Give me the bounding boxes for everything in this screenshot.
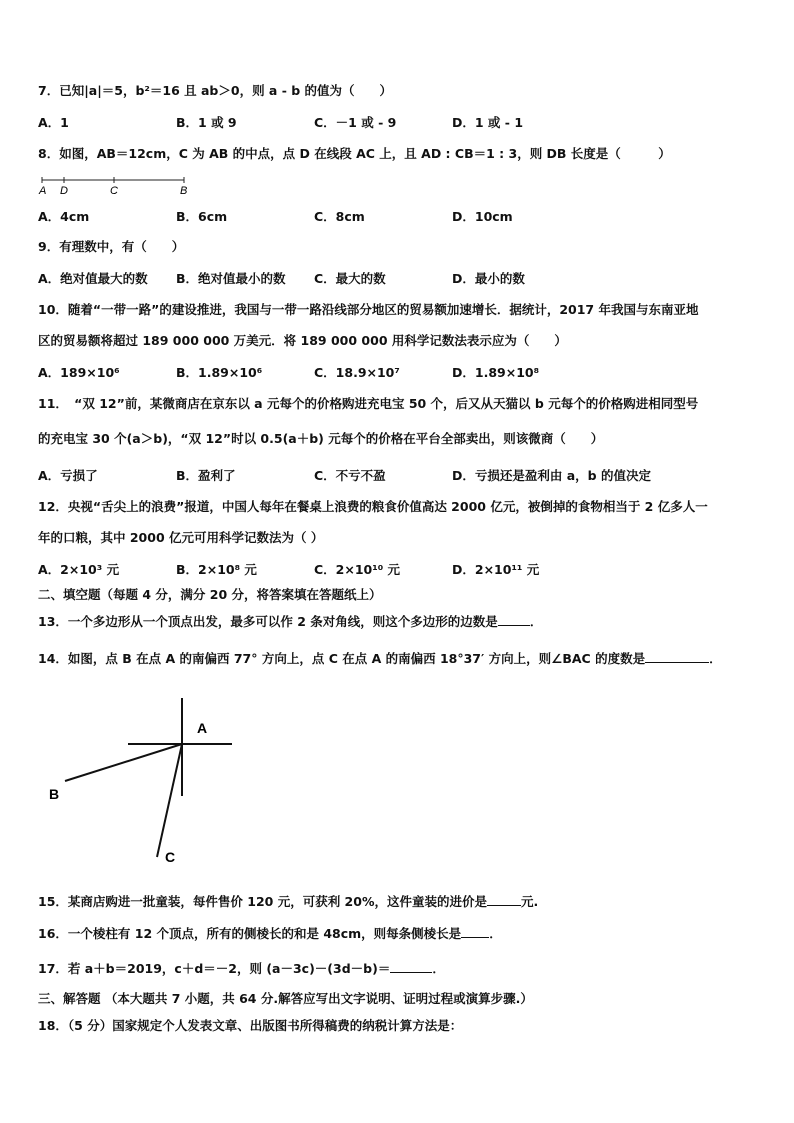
answer-blank — [487, 893, 521, 906]
q9-option-b: B．绝对值最小的数 — [176, 271, 286, 286]
question-15-text: 15．某商店购进一批童装，每件售价 120 元，可获利 20%，这件童装的进价是 — [38, 894, 487, 909]
question-13 — [38, 613, 542, 631]
q10-option-a: A．189×10⁶ — [38, 365, 120, 380]
question-16-text: 16．一个棱柱有 12 个顶点，所有的侧棱长的和是 48cm，则每条侧棱长是 — [38, 926, 462, 941]
q11-option-a: A．亏损了 — [38, 468, 98, 483]
label-c: C — [110, 185, 118, 197]
label-point-c: C — [165, 849, 176, 865]
q7-option-c: C．－1 或 - 9 — [314, 115, 397, 130]
q10-option-d: D．1.89×10⁸ — [452, 365, 540, 380]
answer-blank — [498, 613, 530, 626]
label-b: B — [180, 185, 188, 197]
question-17 — [38, 960, 445, 978]
answer-blank — [390, 960, 432, 973]
q11-option-b: B．盈利了 — [176, 468, 236, 483]
q12-option-a: A．2×10³ 元 — [38, 562, 120, 577]
q12-option-d: D．2×10¹¹ 元 — [452, 562, 540, 577]
q8-option-c: C．8cm — [314, 209, 365, 224]
question-10-line-2: 区的贸易额将超过 189 000 000 万美元．将 189 000 000 用科学记数法表示应为（ ） — [38, 333, 567, 348]
q9-option-c: C．最大的数 — [314, 271, 386, 286]
bearing-figure — [40, 690, 260, 870]
q10-option-c: C．18.9×10⁷ — [314, 365, 400, 380]
q7-option-d: D．1 或 - 1 — [452, 115, 524, 130]
question-14-end: ． — [709, 651, 722, 666]
question-15 — [38, 893, 538, 911]
question-16-end: ． — [489, 926, 502, 941]
q7-option-a: A．1 — [38, 115, 69, 130]
answer-blank — [645, 650, 709, 663]
q7-option-b: B．1 或 9 — [176, 115, 237, 130]
question-18-stem: 18．（5 分）国家规定个人发表文章、出版图书所得稿费的纳税计算方法是： — [38, 1018, 463, 1033]
label-d: D — [60, 185, 68, 197]
ray-ab — [65, 744, 182, 781]
question-17-end: ． — [432, 961, 445, 976]
section-2-heading: 二、填空题（每题 4 分，满分 20 分，将答案填在答题纸上） — [38, 587, 382, 602]
segment-figure — [36, 172, 196, 198]
label-point-a: A — [197, 720, 208, 736]
question-11-line-2: 的充电宝 30 个(a＞b)，“双 12”时以 0.5(a＋b) 元每个的价格在平台全部卖出，则该微商（ ） — [38, 431, 604, 446]
question-13-text: 13．一个多边形从一个顶点出发，最多可以作 2 条对角线，则这个多边形的边数是 — [38, 614, 498, 629]
question-16 — [38, 925, 502, 943]
question-12-line-1: 12．央视“舌尖上的浪费”报道，中国人每年在餐桌上浪费的粮食价值高达 2000 亿元，被倒掉的食物相当于 2 亿多人一 — [38, 499, 708, 514]
label-point-b: B — [49, 786, 60, 802]
section-3-heading: 三、解答题 （本大题共 7 小题，共 64 分.解答应写出文字说明、证明过程或演算步骤.） — [38, 991, 533, 1006]
q8-option-b: B．6cm — [176, 209, 228, 224]
question-13-end: ． — [529, 614, 543, 629]
question-9-stem: 9．有理数中，有（ ） — [38, 239, 185, 254]
q8-option-d: D．10cm — [452, 209, 513, 224]
question-15-end: 元. — [520, 894, 539, 909]
q9-option-d: D．最小的数 — [452, 271, 525, 286]
question-14 — [38, 650, 722, 668]
question-14-text: 14．如图，点 B 在点 A 的南偏西 77° 方向上，点 C 在点 A 的南偏西 18°37′ 方向上，则∠BAC 的度数是 — [38, 651, 646, 666]
answer-blank — [461, 925, 489, 938]
q8-option-a: A．4cm — [38, 209, 90, 224]
q11-option-c: C．不亏不盈 — [314, 468, 386, 483]
question-10-line-1: 10．随着“一带一路”的建设推进，我国与一带一路沿线部分地区的贸易额加速增长．据统计，2017 年我国与东南亚地 — [38, 302, 699, 317]
label-a: A — [39, 185, 47, 197]
q9-option-a: A．绝对值最大的数 — [38, 271, 148, 286]
question-11-line-1: 11． “双 12”前，某微商店在京东以 a 元每个的价格购进充电宝 50 个，后又从天猫以 b 元每个的价格购进相同型号 — [38, 396, 699, 411]
question-7-stem: 7．已知|a|＝5，b²＝16 且 ab＞0，则 a - b 的值为（ ） — [38, 83, 393, 98]
q10-option-b: B．1.89×10⁶ — [176, 365, 263, 380]
question-17-text: 17．若 a＋b＝2019，c＋d＝－2，则 (a－3c)－(3d－b)＝ — [38, 961, 391, 976]
question-12-line-2: 年的口粮，其中 2000 亿元可用科学记数法为（ ） — [38, 530, 324, 545]
question-8-stem: 8．如图，AB＝12cm，C 为 AB 的中点，点 D 在线段 AC 上，且 AD : CB＝1 : 3，则 DB 长度是（ ） — [38, 146, 671, 161]
q12-option-c: C．2×10¹⁰ 元 — [314, 562, 401, 577]
ray-ac — [157, 744, 182, 857]
q11-option-d: D．亏损还是盈利由 a，b 的值决定 — [452, 468, 651, 483]
q12-option-b: B．2×10⁸ 元 — [176, 562, 257, 577]
